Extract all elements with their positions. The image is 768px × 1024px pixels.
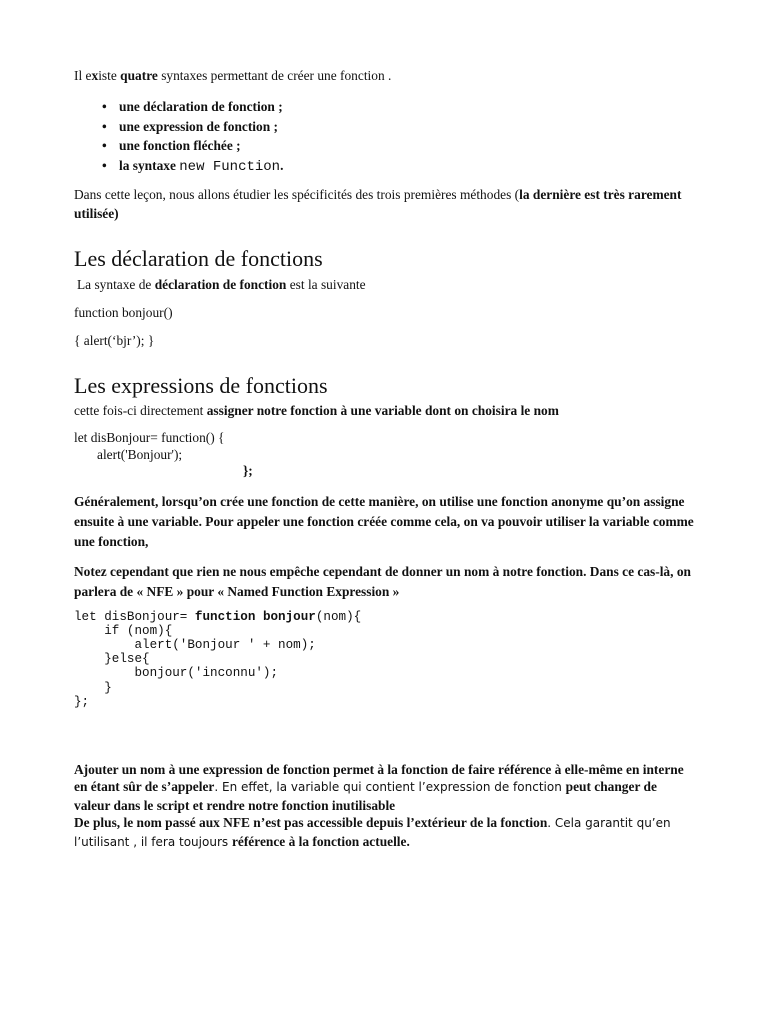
naming-text: . Cela garantit qu’en l’utilisant , il fera toujours bbox=[74, 816, 671, 849]
intro-text-1: Il e bbox=[74, 68, 92, 83]
lesson-note-bold: la dernière est très rarement utilisée) bbox=[74, 187, 682, 221]
naming-text: . En effet, la variable qui contient l’expression de fonction bbox=[214, 780, 566, 795]
syntax-list bbox=[74, 97, 694, 177]
naming-bold: référence à la fonction actuelle. bbox=[231, 833, 410, 849]
nfe-note-paragraph: Notez cependant que rien ne nous empêche cependant de donner un nom à notre fonction. Dans ce cas-là, on parlera de « NFE » pour « Named Function Expression » bbox=[74, 563, 691, 599]
document-page bbox=[74, 66, 694, 851]
bullet-icon: • bbox=[102, 99, 107, 114]
inline-code: new Function bbox=[179, 158, 281, 175]
naming-bold: Ajouter un nom à une expression de fonction permet à la fonction de faire référence à elle-même en interne en étant sûr de s’appeler bbox=[74, 761, 684, 795]
declaration-intro-bold: déclaration de fonction bbox=[154, 277, 287, 292]
list-item-label: une déclaration de fonction ; bbox=[119, 99, 283, 114]
nfe-code-block bbox=[74, 610, 694, 709]
code-line: }; bbox=[74, 694, 90, 709]
list-item-label: une fonction fléchée ; bbox=[119, 138, 241, 153]
list-item-label: une expression de fonction ; bbox=[119, 118, 278, 134]
declaration-intro-suffix: est la suivante bbox=[286, 277, 366, 292]
declaration-intro bbox=[74, 275, 694, 294]
expression-code-block bbox=[74, 430, 694, 480]
naming-paragraph bbox=[74, 761, 694, 852]
lesson-note-text: Dans cette leçon, nous allons étudier les spécificités des trois premières méthodes ( bbox=[74, 187, 520, 202]
code-line: }else{ bbox=[74, 652, 150, 667]
bullet-icon: • bbox=[102, 138, 107, 153]
lesson-note-paragraph bbox=[74, 185, 694, 223]
declaration-intro-text: La syntaxe de bbox=[77, 277, 155, 292]
bullet-icon: • bbox=[102, 157, 107, 173]
code-line: alert('Bonjour'); bbox=[97, 446, 183, 462]
list-item bbox=[102, 117, 694, 137]
section-heading-expressions: Les expressions de fonctions bbox=[74, 373, 328, 398]
naming-bold: peut changer de valeur dans le script et rendre notre fonction inutilisable bbox=[74, 779, 657, 813]
code-line: if (nom){ bbox=[74, 623, 173, 638]
list-item-suffix: . bbox=[280, 157, 284, 173]
code-line: }; bbox=[243, 463, 253, 478]
expression-intro-bold: assigner notre fonction à une variable dont on choisira le nom bbox=[206, 403, 559, 418]
list-item bbox=[102, 136, 694, 156]
code-fragment: (nom){ bbox=[315, 609, 362, 624]
section-heading-declaration: Les déclaration de fonctions bbox=[74, 246, 323, 271]
code-fragment-bold: function bonjour bbox=[194, 609, 316, 624]
intro-paragraph bbox=[74, 66, 694, 85]
expression-intro-text: cette fois-ci directement bbox=[74, 403, 207, 418]
intro-text-3: iste bbox=[98, 68, 121, 83]
expression-intro bbox=[74, 401, 694, 420]
code-line: alert('Bonjour ' + nom); bbox=[74, 637, 316, 652]
declaration-code-line: { alert(‘bjr’); } bbox=[74, 333, 155, 348]
code-line: bonjour('inconnu'); bbox=[74, 666, 279, 681]
bullet-icon: • bbox=[102, 118, 107, 134]
list-item-label: la syntaxe bbox=[119, 157, 180, 173]
intro-bold-quatre: quatre bbox=[120, 68, 158, 83]
code-line: let disBonjour= function() { bbox=[74, 430, 225, 445]
declaration-code-line: function bonjour() bbox=[74, 305, 173, 320]
intro-text-2: x bbox=[91, 68, 99, 83]
list-item bbox=[102, 97, 694, 117]
code-line: } bbox=[74, 680, 112, 695]
code-fragment: let disBonjour= bbox=[74, 609, 195, 624]
generally-paragraph: Généralement, lorsqu’on crée une fonction de cette manière, on utilise une fonction anonyme qu’on assigne ensuite à une variable. Pour appeler une fonction créée comme cela, on va pouvoir utiliser la variable comme une fonction, bbox=[74, 493, 694, 549]
naming-bold: De plus, le nom passé aux NFE n’est pas accessible depuis l’extérieur de la fonction bbox=[74, 815, 548, 831]
intro-text-4: syntaxes permettant de créer une fonction . bbox=[157, 68, 392, 83]
list-item bbox=[102, 156, 694, 178]
